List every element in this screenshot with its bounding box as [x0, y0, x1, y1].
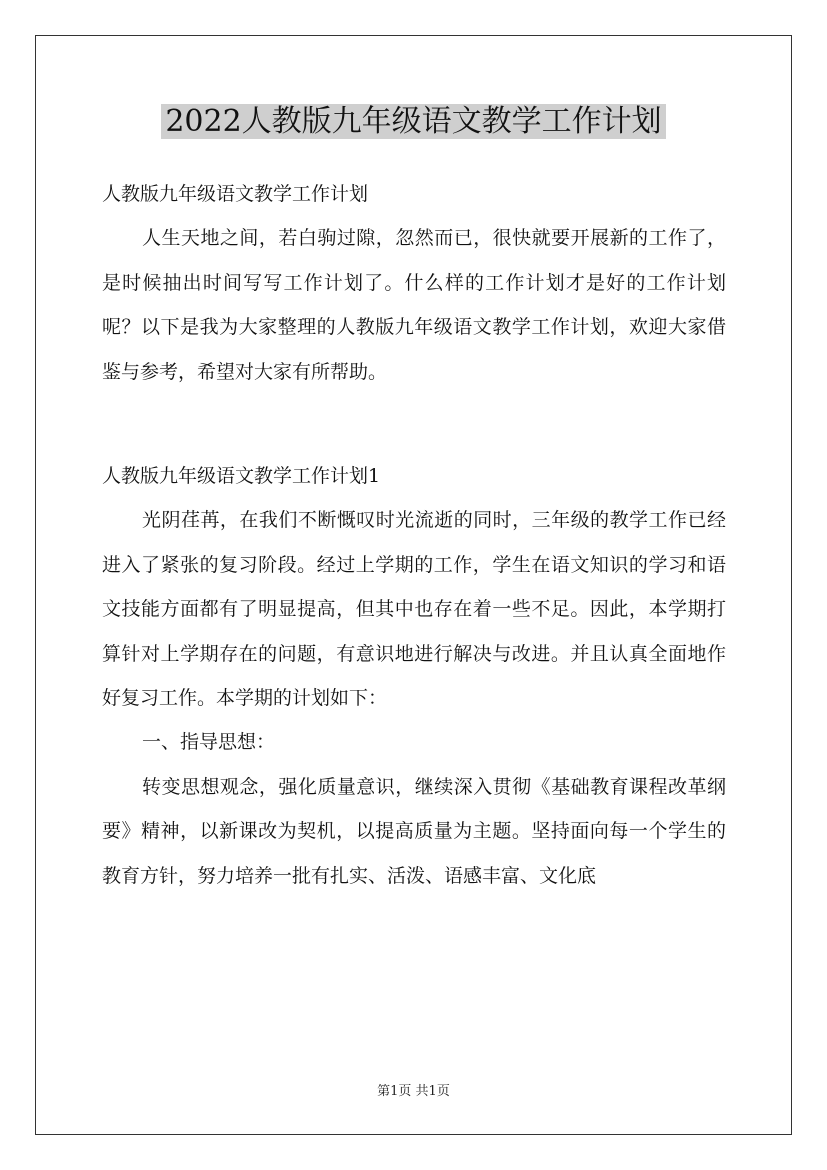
subsection-heading-guiding-thought: 一、指导思想： — [142, 731, 276, 754]
document-title — [0, 100, 827, 144]
section-heading-1: 人教版九年级语文教学工作计划1 — [102, 465, 381, 488]
intro-paragraph: 人生天地之间，若白驹过隙，忽然而已，很快就要开展新的工作了，是时候抽出时间写写工作计划了。什么样的工作计划才是好的工作计划呢？以下是我为大家整理的人教版九年级语文教学工作计划，欢迎大家借鉴与参考，希望对大家有所帮助。 — [102, 227, 726, 383]
paragraph-spacer — [102, 394, 726, 454]
intro-heading: 人教版九年级语文教学工作计划 — [102, 183, 369, 205]
document-title-text: 2022人教版九年级语文教学工作计划 — [161, 104, 665, 139]
guiding-thought-paragraph: 转变思想观念，强化质量意识，继续深入贯彻《基础教育课程改革纲要》精神，以新课改为契机，以提高质量为主题。坚持面向每一个学生的教育方针，努力培养一批有扎实、活泼、语感丰富、文化底 — [102, 775, 726, 887]
document-body — [102, 172, 726, 898]
section-1-paragraph: 光阴荏苒，在我们不断慨叹时光流逝的同时，三年级的教学工作已经进入了紧张的复习阶段。经过上学期的工作，学生在语文知识的学习和语文技能方面都有了明显提高，但其中也存在着一些不足。因此，本学期打算针对上学期存在的问题，有意识地进行解决与改进。并且认真全面地作好复习工作。本学期的计划如下： — [102, 509, 726, 710]
page-footer: 第1页 共1页 — [377, 1084, 450, 1099]
